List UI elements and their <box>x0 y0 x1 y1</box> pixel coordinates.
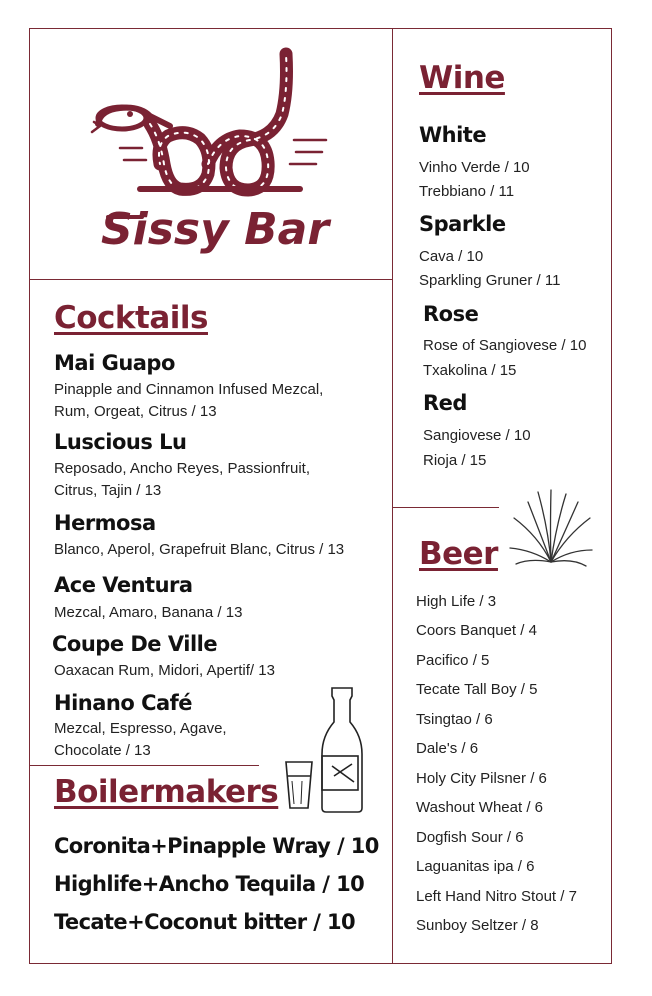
cocktail-desc: Rum, Orgeat, Citrus / 13 <box>54 403 217 420</box>
beer-item: Pacifico / 5 <box>416 652 490 669</box>
cocktail-name: Luscious Lu <box>54 430 187 454</box>
cocktail-name: Hermosa <box>54 511 156 535</box>
beer-item: High Life / 3 <box>416 593 497 610</box>
wine-category: Sparkle <box>419 212 506 236</box>
wine-item: Cava / 10 <box>419 248 484 265</box>
beer-item: Washout Wheat / 6 <box>416 799 544 816</box>
beer-item: Dogfish Sour / 6 <box>416 829 524 846</box>
cocktail-desc: Mezcal, Espresso, Agave, <box>54 720 227 737</box>
logo-wordmark: Sissy Bar <box>100 204 330 255</box>
logo-divider <box>29 279 392 280</box>
wine-item: Vinho Verde / 10 <box>419 159 530 176</box>
cocktail-desc: Oaxacan Rum, Midori, Apertif/ 13 <box>54 662 275 679</box>
beer-item: Dale's / 6 <box>416 740 479 757</box>
cocktail-name: Hinano Café <box>54 691 193 715</box>
cocktail-name: Coupe De Ville <box>52 632 218 656</box>
beer-item: Holy City Pilsner / 6 <box>416 770 547 787</box>
wine-item: Sangiovese / 10 <box>423 427 531 444</box>
wine-item: Trebbiano / 11 <box>419 183 515 200</box>
cocktail-name: Mai Guapo <box>54 351 175 375</box>
wine-item: Rose of Sangiovese / 10 <box>423 337 587 354</box>
wine-item: Rioja / 15 <box>423 452 487 469</box>
wine-category: Red <box>423 391 467 415</box>
wine-item: Txakolina / 15 <box>423 362 517 379</box>
boilermaker-item: Tecate+Coconut bitter / 10 <box>54 910 356 934</box>
cocktail-desc: Reposado, Ancho Reyes, Passionfruit, <box>54 460 310 477</box>
beer-item: Coors Banquet / 4 <box>416 622 537 639</box>
boilermaker-item: Highlife+Ancho Tequila / 10 <box>54 872 365 896</box>
sissy-bar-logo <box>90 44 340 269</box>
cocktail-desc: Chocolate / 13 <box>54 742 151 759</box>
wine-category: White <box>419 123 487 147</box>
snake-logo-icon <box>90 44 340 269</box>
beer-divider <box>392 507 499 508</box>
beer-heading: Beer <box>419 536 498 572</box>
agave-plant-icon <box>508 488 594 568</box>
agave-illustration <box>508 488 594 568</box>
boilermaker-item: Coronita+Pinapple Wray / 10 <box>54 834 379 858</box>
beer-item: Tsingtao / 6 <box>416 711 493 728</box>
beer-item: Sunboy Seltzer / 8 <box>416 917 539 934</box>
cocktail-desc: Blanco, Aperol, Grapefruit Blanc, Citrus / 13 <box>54 541 345 558</box>
cocktail-desc: Mezcal, Amaro, Banana / 13 <box>54 604 243 621</box>
boilermakers-heading: Boilermakers <box>54 774 279 810</box>
cocktails-heading: Cocktails <box>54 300 208 336</box>
cocktail-desc: Citrus, Tajin / 13 <box>54 482 162 499</box>
wine-heading: Wine <box>419 60 505 96</box>
beer-bottle-icon <box>282 686 372 814</box>
beer-item: Left Hand Nitro Stout / 7 <box>416 888 577 905</box>
boilermakers-divider <box>29 765 259 766</box>
wine-item: Sparkling Gruner / 11 <box>419 272 561 289</box>
beer-item: Tecate Tall Boy / 5 <box>416 681 538 698</box>
wine-category: Rose <box>423 302 479 326</box>
cocktail-name: Ace Ventura <box>54 573 193 597</box>
cocktail-desc: Pinapple and Cinnamon Infused Mezcal, <box>54 381 324 398</box>
beer-item: Laguanitas ipa / 6 <box>416 858 535 875</box>
bottle-and-shot-illustration <box>282 686 372 814</box>
column-divider <box>392 28 393 964</box>
